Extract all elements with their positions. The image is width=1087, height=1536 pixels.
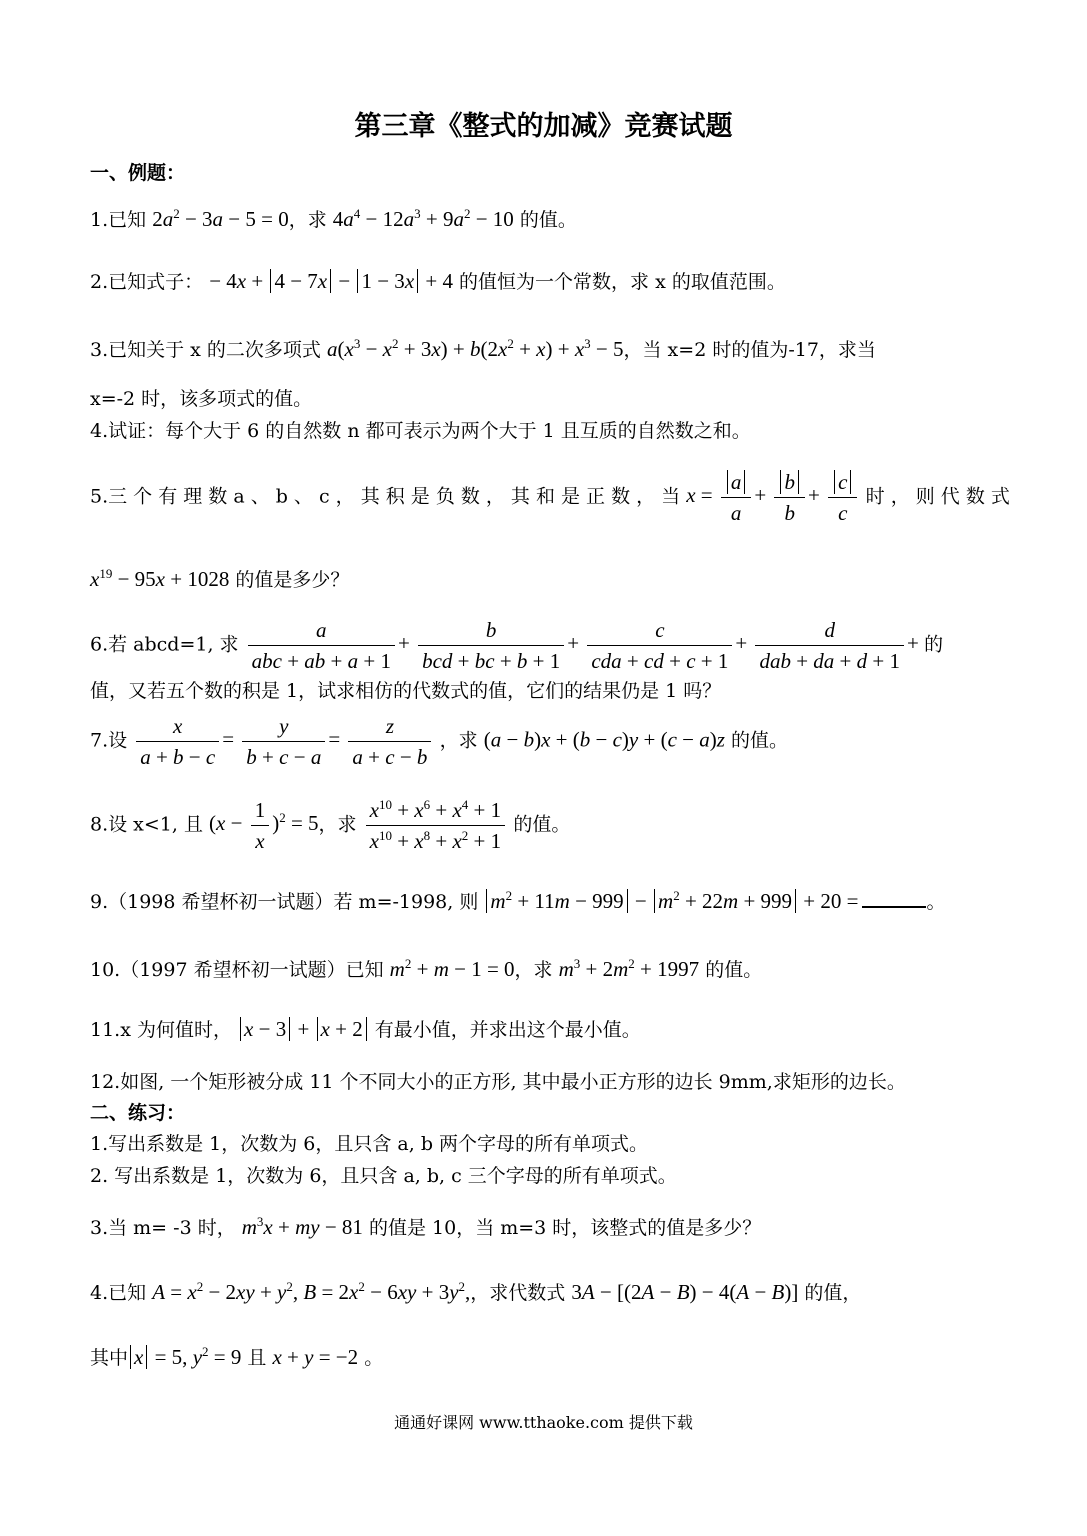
math-expression: $\frac{x^{10} + x^6 + x^4 + 1}{x^{10} + x^8 + x^2 + 1}$	[363, 811, 514, 835]
math-expression: $\frac{a}{\text{abc + ab + a + 1}}$ + $\frac{b}{\text{bcd + bc + b + 1}}$ + $\frac{c}{\text{cda + cd + c + 1}}$ + $\frac{d}{\text{dab + da + d + 1}}$ +	[245, 631, 924, 655]
question-11: 11.x 为何值时， x − 3 + x + 2 有最小值，并求出这个最小值。	[90, 1017, 641, 1041]
math-expression: $m^2 + 11m - 999 - m^2 + 22m + 999 + 20$ =	[484, 889, 858, 913]
answer-blank[interactable]	[862, 888, 926, 908]
math-expression: $x^{19} - 95x + 1028$	[90, 566, 230, 591]
math-expression: $4a^4 - 12a^3 + 9a^2 - 10$	[332, 206, 514, 231]
question-5: 5.三 个 有 理 数 a 、 b 、 c ， 其 积 是 负 数 ， 其 和 是 正 数 ， 当 x = $\frac{a}{a}$ + $\frac{b}{b}$ + $\frac{c}{c}$ 时 ， 则 代 数 式	[90, 470, 1010, 525]
practice-3: 3.当 m= -3 时， $m^3x$ + my − 81 的值是 10，当 m=3 时，该整式的值是多少？	[90, 1214, 762, 1239]
question-9: 9.（1998 希望杯初一试题）若 m=-1998, 则 $m^2 + 11m - 999 - m^2 + 22m + 999 + 20$ = 。	[90, 888, 946, 913]
question-3-continued: x=-2 时，该多项式的值。	[90, 388, 313, 410]
math-expression: (x − $\frac{1}{x}$ )$^2$ = 5	[209, 798, 319, 853]
math-expression: $2a^2 - 3a - 5 = 0$	[152, 206, 289, 231]
question-2: 2.已知式子： − 4x + 4 − 7x − 1 − 3x + 4 的值恒为一个常数，求 x 的取值范围。	[90, 269, 786, 293]
question-8: 8.设 x<1, 且 (x − $\frac{1}{x}$ )$^2$ = 5，求 $\frac{x^{10} + x^6 + x^4 + 1}{x^{10} + x^8 + x^2 + 1}$ 的值。	[90, 797, 571, 853]
question-1: 1.已知 $2a^2 - 3a - 5 = 0$，求 $4a^4 - 12a^3 + 9a^2 - 10$ 的值。	[90, 206, 577, 231]
question-6: 6.若 abcd=1, 求 $\frac{a}{\text{abc + ab + a + 1}}$ + $\frac{b}{\text{bcd + bc + b + 1}}$ + $\frac{c}{\text{cda + cd + c + 1}}$ + $\frac{d}{\text{dab + da + d + 1}}$ + 的	[90, 618, 944, 673]
math-expression: $A = x^2 - 2xy + y^2$, $B = 2x^2 - 6xy + 3y^2$,	[152, 1279, 471, 1304]
question-4: 4.试证：每个大于 6 的自然数 n 都可表示为两个大于 1 且互质的自然数之和。	[90, 420, 751, 442]
question-5-continued: $x^{19} - 95x + 1028$ 的值是多少？	[90, 566, 350, 591]
question-6-continued: 值，又若五个数的积是 1，试求相仿的代数式的值，它们的结果仍是 1 吗？	[90, 680, 722, 702]
question-10: 10.（1997 希望杯初一试题）已知 $m^2 + m - 1 = 0$，求 $m^3 + 2m^2 + 1997$ 的值。	[90, 956, 763, 981]
practice-4: 4.已知 $A = x^2 - 2xy + y^2$, $B = 2x^2 - 6xy + 3y^2$,，求代数式 3A − [(2A − B) − 4(A − B)] 的值，	[90, 1279, 862, 1304]
math-expression: $m^2 + m - 1 = 0$	[389, 956, 515, 981]
page-title: 第三章《整式的加减》竞赛试题	[354, 111, 733, 142]
page-footer: 通通好课网 www.tthaoke.com 提供下载	[394, 1413, 693, 1432]
math-expression: 3A − [(2A − B) − 4(A − B)]	[571, 1280, 799, 1304]
math-expression: (a − b)x + (b − c)y + (c − a)z	[483, 727, 725, 752]
math-expression: x + y = −2	[272, 1345, 359, 1369]
math-expression: x − 3 + x + 2	[238, 1017, 369, 1041]
question-7: 7.设 $\frac{x}{a + b - c}$ = $\frac{y}{b + c - a}$ = $\frac{z}{a + c - b}$ ，求 (a − b)x + (b − c)y + (c − a)z 的值。	[90, 714, 789, 769]
question-3: 3.已知关于 x 的二次多项式 $a(x^3 - x^2 + 3x) + b(2x^2 + x) + x^3 - 5$，当 x=2 时的值为-17，求当	[90, 336, 876, 361]
math-expression: x = 5, $y^2 = 9$	[128, 1345, 241, 1369]
section-heading-examples: 一、例题：	[90, 162, 186, 184]
math-expression: x = $\frac{a}{a}$ + $\frac{b}{b}$ + $\frac{c}{c}$	[686, 483, 865, 507]
math-expression: $\frac{x}{a + b - c}$ = $\frac{y}{b + c - a}$ = $\frac{z}{a + c - b}$	[133, 727, 439, 751]
math-expression: $a(x^3 - x^2 + 3x) + b(2x^2 + x) + x^3 - 5$	[326, 336, 624, 361]
section-heading-practice: 二、练习：	[90, 1102, 186, 1124]
math-expression: $m^3x$ + my − 81	[241, 1214, 363, 1239]
math-expression: − 4x + 4 − 7x − 1 − 3x + 4	[209, 269, 453, 293]
practice-2: 2. 写出系数是 1，次数为 6，且只含 a, b, c 三个字母的所有单项式。	[90, 1165, 677, 1187]
practice-1: 1.写出系数是 1，次数为 6，且只含 a, b 两个字母的所有单项式。	[90, 1133, 649, 1155]
practice-4-continued: 其中 x = 5, $y^2 = 9$ 且 x + y = −2 。	[90, 1344, 384, 1369]
math-expression: $m^3 + 2m^2 + 1997$	[558, 956, 700, 981]
question-12: 12.如图, 一个矩形被分成 11 个不同大小的正方形, 其中最小正方形的边长 9mm,求矩形的边长。	[90, 1071, 906, 1093]
